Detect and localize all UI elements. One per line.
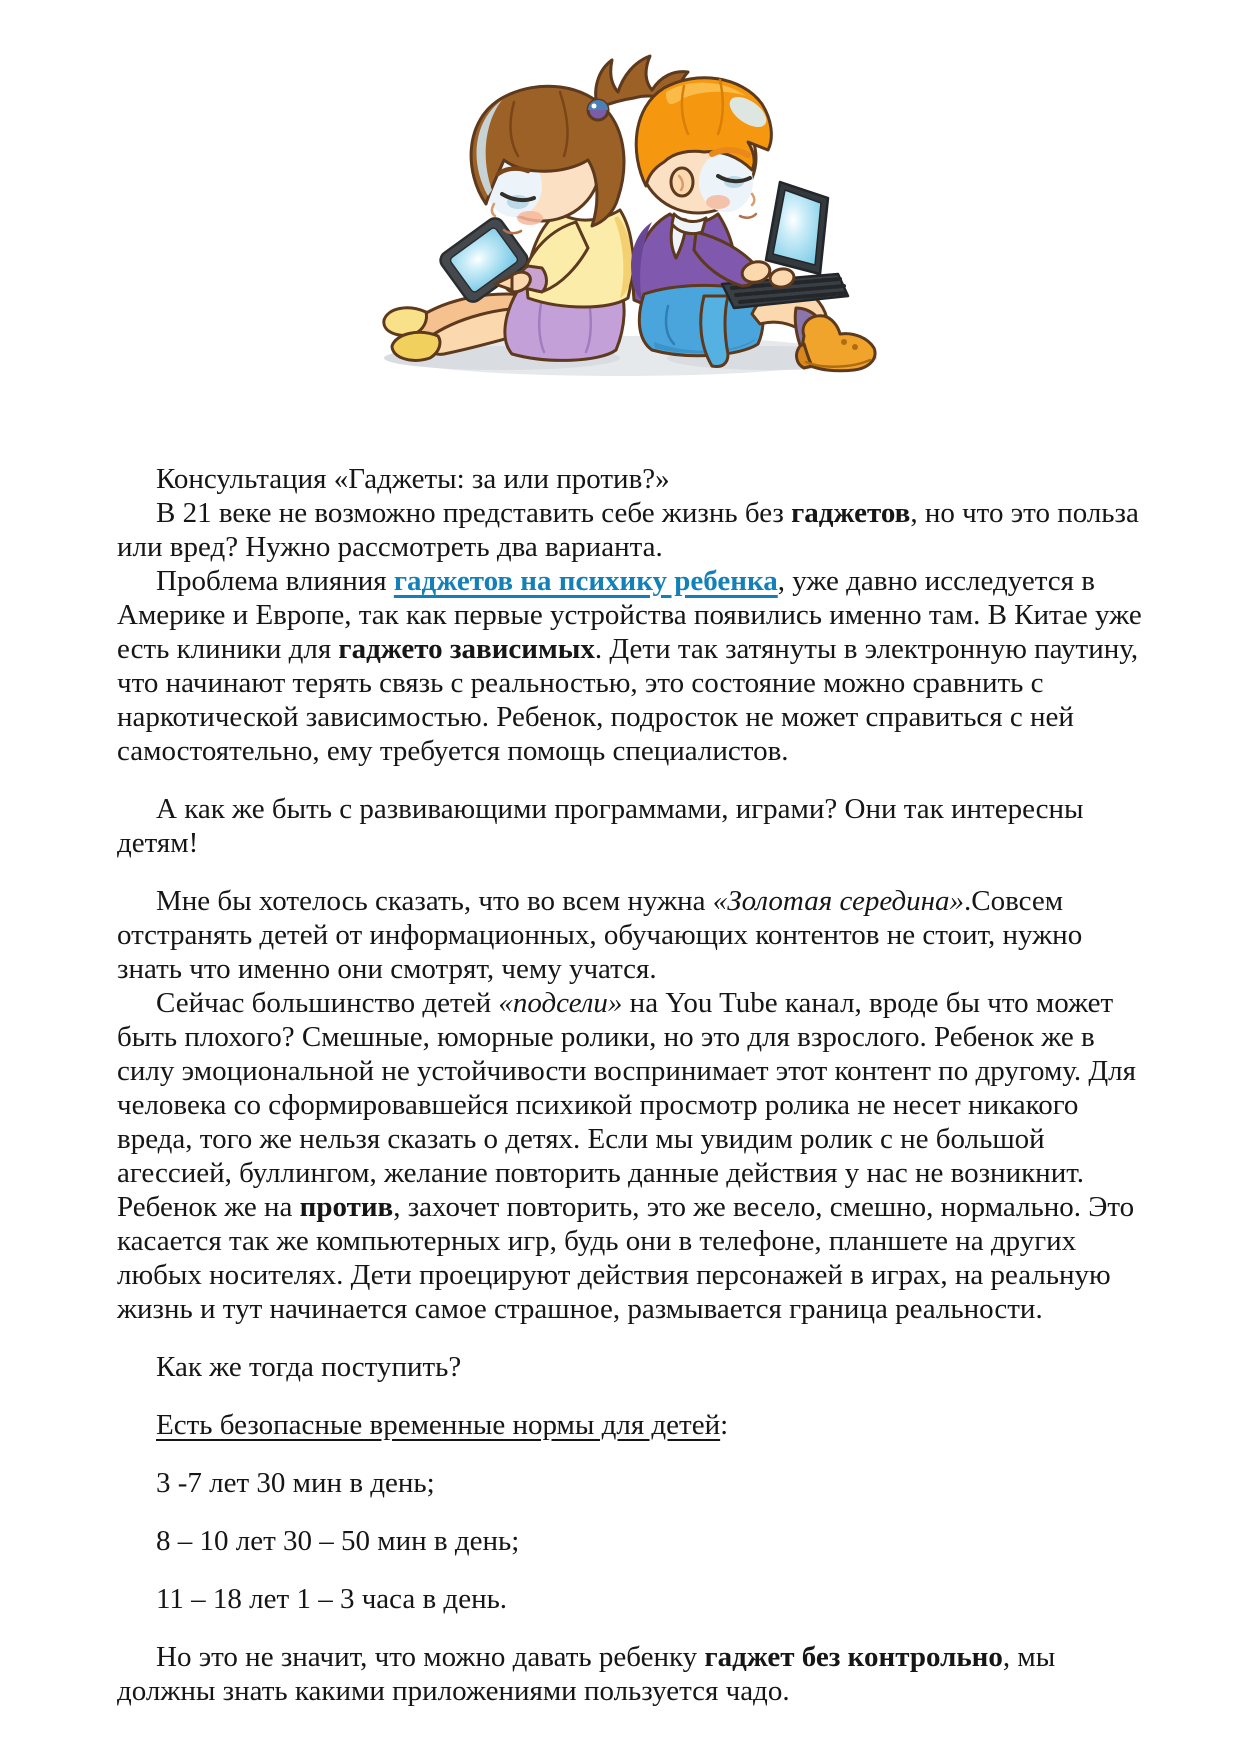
- boy-with-laptop: [631, 78, 875, 371]
- paragraph: [117, 792, 1147, 860]
- children-gadgets-svg: [352, 46, 888, 382]
- text-run: Есть безопасные временные нормы для детей: [156, 1409, 721, 1441]
- norms-heading: [117, 1408, 1147, 1442]
- text-run: . Дети так затянуты в электронную паутину, что начинают терять связь с реальностью, это состояние можно сравнить с наркотической зависимостью. Ребенок, подросток не может справиться с ней самостоятельно, ему требуется помощь специалистов.: [117, 633, 1139, 767]
- paragraph: [117, 496, 1147, 564]
- norm-item: [117, 1524, 1147, 1558]
- text-run: против: [299, 1191, 394, 1223]
- text-run: , но что это польза или вред? Нужно рассмотреть два варианта.: [117, 497, 1139, 563]
- text-run: , уже давно исследуется в Америке и Европе, так как первые устройства появились именно там. В Китае уже есть клиники для: [117, 565, 1142, 665]
- text-run: «подсели»: [498, 987, 623, 1019]
- text-run: Мне бы хотелось сказать, что во всем нужна: [156, 885, 713, 917]
- text-run: «Золотая середина»: [712, 885, 965, 917]
- text-run: Но это не значит, что можно давать ребенку: [156, 1641, 705, 1673]
- text-run: на You Tube канал, вроде бы что может быть плохого? Смешные, юморные ролики, но это для взрослого. Ребенок же в силу эмоциональной не устойчивости воспринимает этот контент по другому. Для человека со сформировавшейся психикой просмотр ролика не несет никакого вреда, того же нельзя сказать о детях. Если мы увидим ролик с не большой агессией, буллингом, желание повторить данные действия у нас не возникнит. Ребенок же на: [117, 987, 1136, 1223]
- text-run: , мы должны знать какими приложениями пользуется чадо.: [117, 1641, 1056, 1707]
- children-gadgets-illustration: [352, 46, 888, 382]
- text-run: , захочет повторить, это же весело, смешно, нормально. Это касается так же компьютерных игр, будь они в телефоне, планшете на других любых носителях. Дети проецируют действия персонажей в играх, на реальную жизнь и тут начинается самое страшное, размывается граница реальности.: [117, 1191, 1135, 1325]
- paragraph: [117, 1640, 1147, 1708]
- paragraph: [117, 564, 1147, 768]
- link-gadgets-child-psyche[interactable]: гаджетов на психику ребенка: [393, 565, 778, 597]
- text-run: 11 – 18 лет 1 – 3 часа в день.: [156, 1583, 508, 1615]
- text-run: гаджет без контрольно: [704, 1641, 1003, 1673]
- text-run: Как же тогда поступить?: [156, 1351, 462, 1383]
- text-run: 8 – 10 лет 30 – 50 мин в день;: [156, 1525, 520, 1557]
- paragraph: [117, 884, 1147, 986]
- text-run: .Совсем отстранять детей от информационных, обучающих контентов не стоит, нужно знать что именно они смотрят, чему учатся.: [117, 885, 1083, 985]
- text-run: гаджето зависимых: [338, 633, 595, 665]
- text-run: Консультация «Гаджеты: за или против?»: [156, 463, 670, 495]
- document-body: [117, 462, 1147, 1708]
- text-run: В 21 веке не возможно представить себе жизнь без: [156, 497, 792, 529]
- text-run: Проблема влияния: [156, 565, 394, 597]
- paragraph: [117, 1350, 1147, 1384]
- text-run: :: [720, 1409, 729, 1441]
- norm-item: [117, 1466, 1147, 1500]
- text-run: А как же быть с развивающими программами, играми? Они так интересны детям!: [117, 793, 1084, 859]
- title-paragraph: [117, 462, 1147, 496]
- text-run: Сейчас большинство детей: [156, 987, 499, 1019]
- text-run: гаджетов: [791, 497, 911, 529]
- norm-item: [117, 1582, 1147, 1616]
- text-run: 3 -7 лет 30 мин в день;: [156, 1467, 435, 1499]
- paragraph: [117, 986, 1147, 1326]
